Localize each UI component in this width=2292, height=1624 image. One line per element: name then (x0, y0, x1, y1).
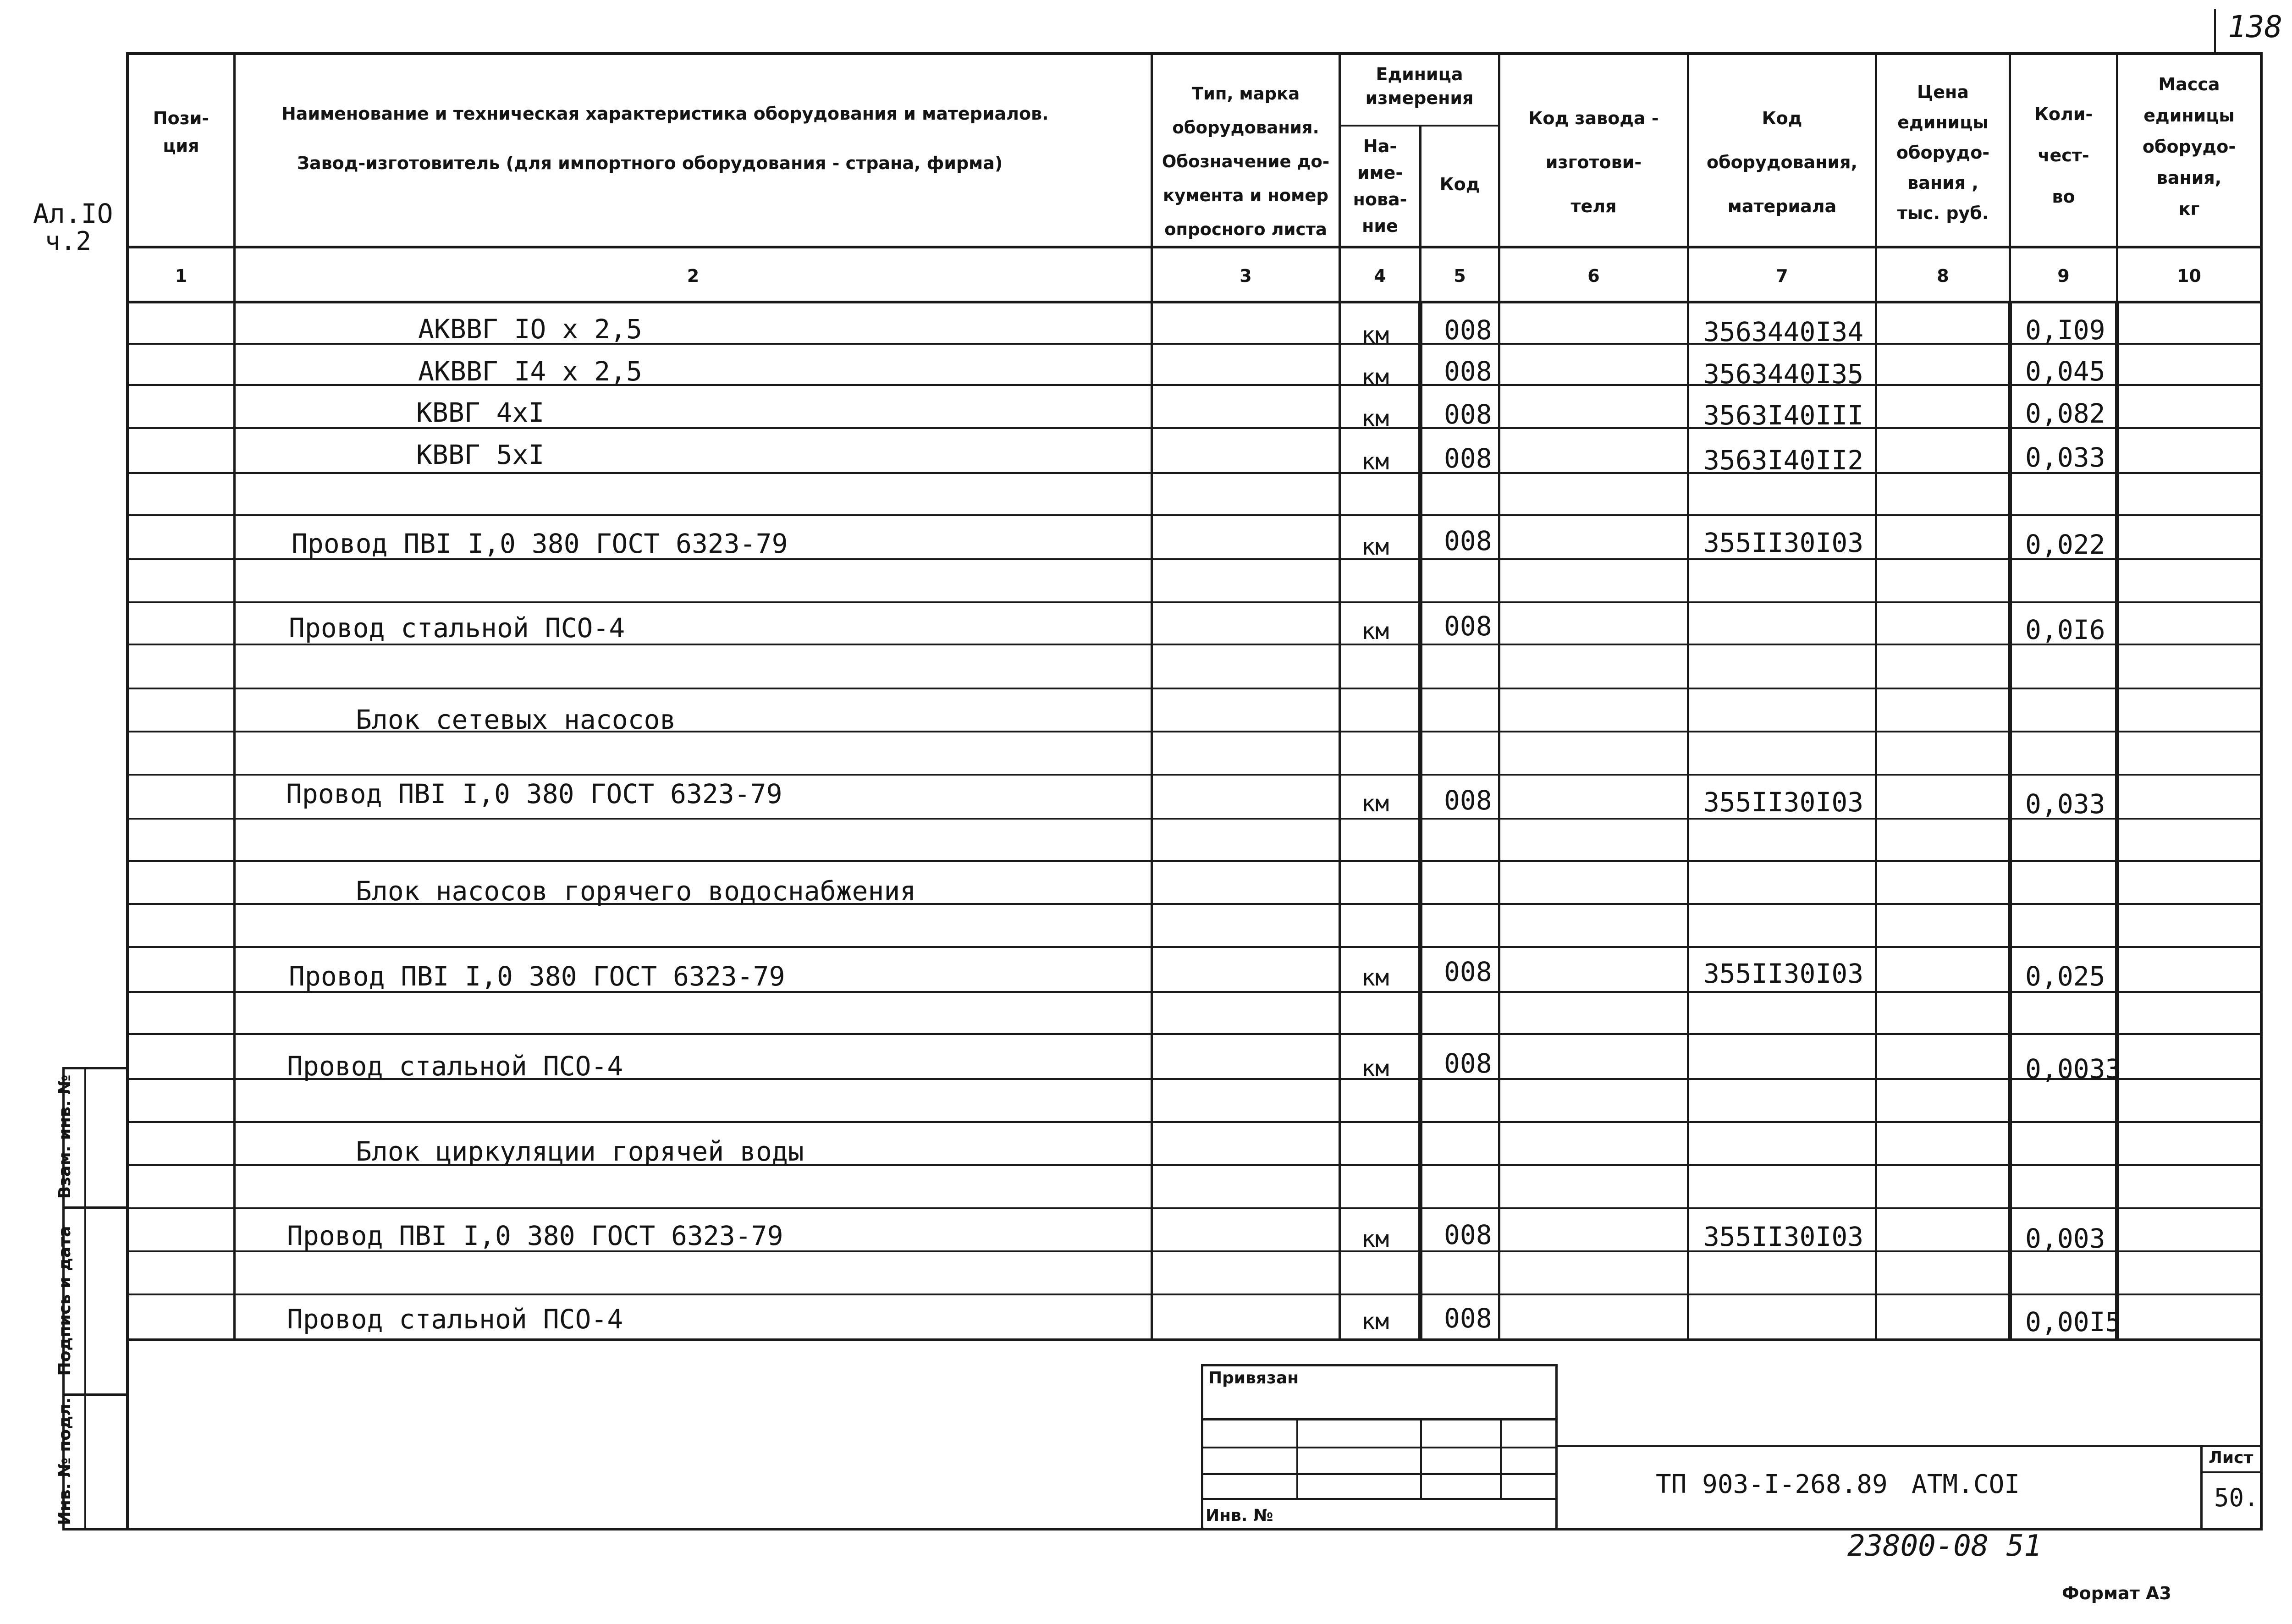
corner-tab-line (2214, 9, 2216, 53)
row-line-3 (127, 472, 2263, 474)
row-1-name: АКВВГ I4 х 2,5 (418, 356, 642, 387)
stamp-bound-label: Привязан (1208, 1369, 1299, 1387)
row-line-6 (127, 601, 2263, 603)
row-3-equip-code: 3563I40II2 (1703, 445, 1864, 476)
colnum-10: 10 (2177, 266, 2201, 286)
row-10-name: Провод стальной ПСО-4 (287, 1051, 623, 1082)
frame-top (127, 52, 2263, 55)
row-13-qty: 0,00I5 (2025, 1306, 2121, 1338)
row-9-equip-code: 355II30I03 (1703, 958, 1864, 989)
stamp-row-4 (1201, 1498, 1558, 1500)
row-line-18 (127, 1121, 2263, 1123)
row-line-16 (127, 1033, 2263, 1035)
stamp-doc-code: ТП 903-I-268.89 (1656, 1470, 1888, 1499)
header-mass: Масса единицы оборудо- вания, кг (2142, 74, 2236, 219)
row-2-code: 008 (1444, 399, 1492, 430)
title-block-top (1555, 1445, 2263, 1447)
sheet-box-divider (2200, 1471, 2263, 1473)
row-3-code: 008 (1444, 443, 1492, 474)
stamp-mark: АТМ.СОI (1912, 1470, 2020, 1499)
colnum-9: 9 (2057, 266, 2070, 286)
row-11-section-title: Блок циркуляции горячей воды (356, 1136, 804, 1167)
side-album-label: Ал.IO (33, 198, 113, 229)
side-vzam-label: Взам. инв. № (55, 1074, 74, 1199)
vline-7 (1875, 52, 1877, 1341)
row-12-name: Провод ПВI I,0 380 ГОСТ 6323-79 (287, 1220, 783, 1251)
stamp-vline-2 (1420, 1418, 1422, 1500)
table-bottom-line (127, 1338, 2263, 1341)
row-10-code: 008 (1444, 1048, 1492, 1079)
row-5-code: 008 (1444, 611, 1492, 642)
colnum-1: 1 (175, 266, 187, 286)
row-line-7 (127, 644, 2263, 645)
row-9-name: Провод ПВI I,0 380 ГОСТ 6323-79 (289, 961, 785, 992)
row-line-14 (127, 946, 2263, 948)
row-0-equip-code: 3563440I34 (1703, 316, 1864, 347)
header-name-line2: Завод-изготовитель (для импортного оборудования - страна, фирма) (297, 153, 1003, 173)
row-4-unit: км (1361, 534, 1389, 560)
archive-number: 23800-08 51 (1847, 1529, 2042, 1563)
stamp-row-2 (1201, 1447, 1558, 1448)
colnum-6: 6 (1587, 266, 1600, 286)
header-unit-code: Код (1439, 174, 1480, 194)
row-13-name: Провод стальной ПСО-4 (287, 1304, 623, 1335)
row-2-unit: км (1361, 405, 1389, 432)
row-4-equip-code: 355II30I03 (1703, 527, 1864, 558)
header-unit-name: На- име- нова- ние (1353, 136, 1407, 236)
row-line-12 (127, 860, 2263, 862)
header-unit-group: Единица измерения (1365, 64, 1474, 108)
stamp-row-1 (1201, 1418, 1558, 1420)
row-7-qty: 0,033 (2025, 788, 2105, 820)
row-8-section-title: Блок насосов горячего водоснабжения (356, 875, 916, 907)
row-1-unit: км (1361, 364, 1389, 391)
colnum-8: 8 (1937, 266, 1949, 286)
vline-8-thick (2008, 301, 2012, 1341)
row-0-code: 008 (1444, 314, 1492, 346)
row-line-20 (127, 1207, 2263, 1209)
row-2-equip-code: 3563I40III (1703, 400, 1864, 431)
vline-1 (233, 52, 236, 1341)
header-plant-code: Код завода - изготови- теля (1528, 108, 1659, 216)
header-quantity: Коли- чест- во (2034, 104, 2093, 207)
row-13-unit: км (1361, 1308, 1389, 1335)
row-13-code: 008 (1444, 1303, 1492, 1334)
row-5-qty: 0,0I6 (2025, 614, 2105, 645)
row-10-qty: 0,0033 (2025, 1053, 2121, 1085)
colnum-2: 2 (687, 266, 700, 286)
row-1-qty: 0,045 (2025, 356, 2105, 387)
row-0-name: АКВВГ IO х 2,5 (418, 314, 642, 345)
side-inv-label: Инв. № подл. (55, 1397, 74, 1525)
row-9-unit: км (1361, 964, 1389, 991)
side-part-label: ч.2 (45, 226, 92, 256)
sheet-box-left (2200, 1445, 2203, 1529)
stamp-inv-label: Инв. № (1206, 1506, 1273, 1525)
row-7-unit: км (1361, 790, 1389, 817)
row-3-name: КВВГ 5хI (416, 439, 545, 470)
row-12-unit: км (1361, 1226, 1389, 1252)
side-strip-div-1 (62, 1206, 127, 1209)
stamp-vline-1 (1296, 1418, 1298, 1500)
row-6-section-title: Блок сетевых насосов (356, 704, 676, 735)
row-12-code: 008 (1444, 1219, 1492, 1250)
header-equip-code: Код оборудования, материала (1707, 108, 1857, 216)
header-price: Цена единицы оборудо- вания , тыс. руб. (1896, 82, 1990, 223)
row-7-code: 008 (1444, 785, 1492, 816)
colnum-3: 3 (1240, 266, 1252, 286)
header-position: Пози- ция (153, 108, 209, 156)
stamp-vline-3 (1500, 1418, 1502, 1500)
row-line-10 (127, 774, 2263, 776)
format-label: Формат А3 (2062, 1583, 2171, 1603)
row-7-name: Провод ПВI I,0 380 ГОСТ 6323-79 (286, 778, 782, 809)
stamp-box-top (1201, 1364, 1558, 1366)
row-10-unit: км (1361, 1055, 1389, 1082)
frame-right (2260, 52, 2263, 1530)
row-12-equip-code: 355II30I03 (1703, 1221, 1864, 1252)
row-0-unit: км (1361, 322, 1389, 348)
row-12-qty: 0,003 (2025, 1223, 2105, 1254)
colnum-4: 4 (1374, 266, 1386, 286)
row-0-qty: 0,I09 (2025, 314, 2105, 346)
header-type: Тип, марка оборудования. Обозначение до- кумента и номер опросного листа (1162, 84, 1330, 239)
row-line-22 (127, 1294, 2263, 1295)
side-sign-label: Подпись и дата (55, 1226, 74, 1376)
row-2-qty: 0,082 (2025, 398, 2105, 429)
row-3-qty: 0,033 (2025, 442, 2105, 473)
vline-5 (1498, 52, 1500, 1341)
row-4-code: 008 (1444, 525, 1492, 556)
row-1-equip-code: 3563440I35 (1703, 358, 1864, 390)
row-5-name: Провод стальной ПСО-4 (289, 612, 625, 644)
row-9-code: 008 (1444, 956, 1492, 987)
row-3-unit: км (1361, 448, 1389, 475)
sheet-label: Лист (2209, 1448, 2253, 1467)
colnum-5: 5 (1454, 266, 1466, 286)
colnum-7: 7 (1776, 266, 1788, 286)
row-line-4 (127, 514, 2263, 516)
vline-4-thick (1418, 301, 1422, 1341)
side-strip-mid (84, 1067, 86, 1530)
row-9-qty: 0,025 (2025, 961, 2105, 992)
vline-3 (1339, 52, 1341, 1341)
header-name-line1: Наименование и техническая характеристика оборудования и материалов. (281, 104, 1049, 124)
stamp-row-3 (1201, 1473, 1558, 1475)
vline-6 (1687, 52, 1689, 1341)
row-4-qty: 0,022 (2025, 529, 2105, 560)
row-2-name: КВВГ 4хI (416, 397, 545, 428)
row-4-name: Провод ПВI I,0 380 ГОСТ 6323-79 (292, 528, 788, 559)
vline-9-thick (2115, 301, 2119, 1341)
corner-page-number: 138 (2228, 9, 2283, 44)
row-line-11 (127, 818, 2263, 820)
row-7-equip-code: 355II30I03 (1703, 787, 1864, 818)
sheet-number: 50. (2214, 1483, 2259, 1512)
row-line-8 (127, 688, 2263, 689)
row-5-unit: км (1361, 618, 1389, 644)
row-1-code: 008 (1444, 356, 1492, 387)
